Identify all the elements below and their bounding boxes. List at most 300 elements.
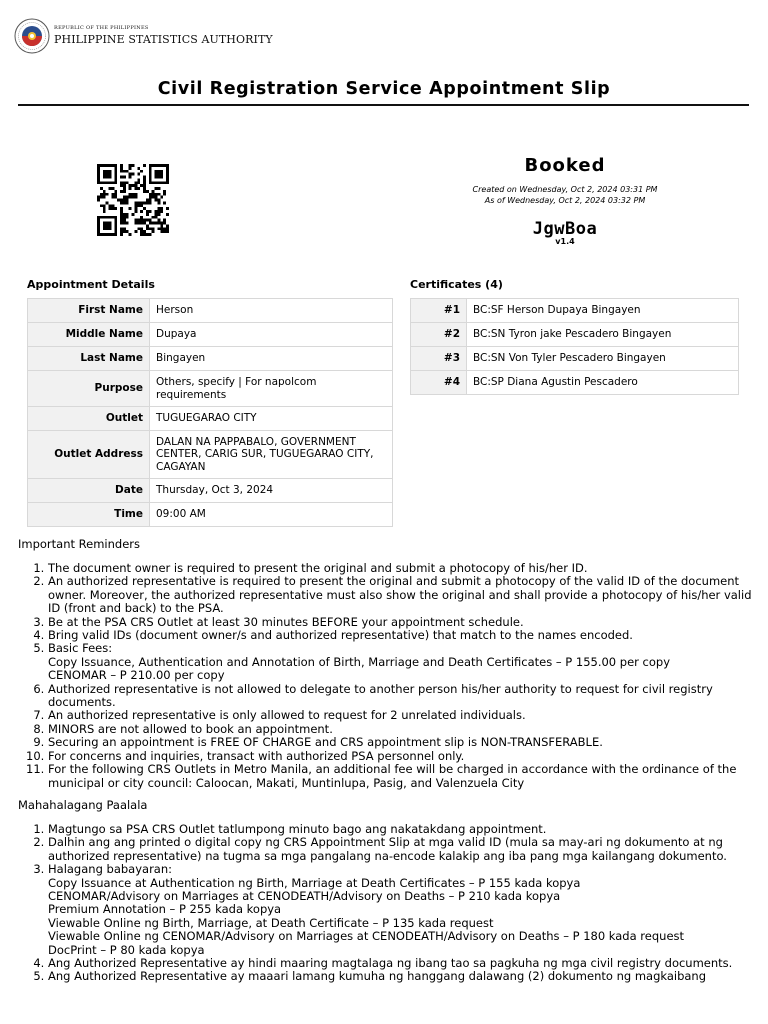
qr-module	[149, 227, 152, 230]
qr-module	[97, 178, 100, 181]
qr-module	[149, 196, 152, 199]
list-item	[48, 836, 753, 863]
qr-module	[163, 230, 166, 233]
qr-module	[123, 213, 126, 216]
qr-module	[109, 173, 112, 176]
qr-module	[157, 181, 160, 184]
qr-module	[109, 176, 112, 179]
qr-module	[129, 173, 132, 176]
qr-module	[155, 181, 158, 184]
list-item-text: 1. The document owner is required to present the original and submit a photocopy of his/her ID.	[48, 561, 588, 575]
qr-module	[120, 190, 123, 193]
qr-module	[114, 233, 117, 236]
table-row	[411, 371, 739, 395]
table-row	[28, 503, 393, 527]
qr-module	[137, 187, 140, 190]
qr-module	[97, 227, 100, 230]
field-label: Outlet Address	[28, 431, 150, 479]
qr-module	[123, 176, 126, 179]
qr-module	[129, 164, 132, 167]
list-item-text: Viewable Online ng Birth, Marriage, at Death Certificate – P 135 kada request	[48, 915, 494, 930]
qr-module	[106, 193, 109, 196]
certificates-heading: Certificates (4)	[410, 278, 503, 291]
qr-module	[114, 227, 117, 230]
qr-module	[97, 230, 100, 233]
qr-module	[103, 210, 106, 213]
qr-module	[152, 227, 155, 230]
qr-module	[120, 181, 123, 184]
qr-module	[103, 222, 106, 225]
qr-module	[109, 227, 112, 230]
list-item	[48, 750, 753, 763]
qr-module	[126, 181, 129, 184]
qr-module	[149, 176, 152, 179]
qr-module	[106, 216, 109, 219]
qr-module	[97, 164, 100, 167]
qr-module	[157, 207, 160, 210]
qr-module	[100, 204, 103, 207]
list-item-text: 4. Ang Authorized Representative ay hindi maaring magtalaga ng ibang tao sa pagkuha ng mga civil registry documents.	[48, 956, 733, 971]
list-item-text: 2. Dalhin ang ang printed o digital copy ng CRS Appointment Slip at mga valid ID (mula sa may-ari ng dokumento at ng authorized representative) na tugma sa mga pangalang na-encode kalakip ang iba pang mga kailangang dokumento.	[48, 835, 727, 863]
qr-module	[143, 184, 146, 187]
qr-module	[149, 167, 152, 170]
mahahalagang-paalala	[18, 798, 753, 984]
qr-module	[114, 176, 117, 179]
qr-module	[120, 222, 123, 225]
qr-module	[126, 196, 129, 199]
qr-module	[103, 224, 106, 227]
qr-module	[134, 196, 137, 199]
qr-module	[103, 176, 106, 179]
qr-module	[103, 196, 106, 199]
qr-module	[140, 233, 143, 236]
qr-module	[132, 196, 135, 199]
qr-module	[109, 216, 112, 219]
certificate-value: BC:SP Diana Agustin Pescadero	[467, 371, 739, 395]
qr-module	[157, 219, 160, 222]
qr-module	[106, 170, 109, 173]
list-item-text: 11. For the following CRS Outlets in Metro Manila, an additional fee will be charged in accordance with the ordinance of the municipal or city council: Caloocan, Makati, Muntinlupa, Pasig, and Valenzuela City	[48, 762, 737, 790]
table-row	[28, 323, 393, 347]
qr-module	[166, 207, 169, 210]
agency-header	[12, 16, 312, 62]
qr-module	[149, 222, 152, 225]
field-label: Date	[28, 479, 150, 503]
qr-module	[155, 164, 158, 167]
qr-module	[137, 181, 140, 184]
qr-module	[111, 187, 114, 190]
qr-module	[111, 216, 114, 219]
qr-module	[134, 210, 137, 213]
qr-module	[109, 222, 112, 225]
qr-module	[149, 173, 152, 176]
qr-module	[114, 181, 117, 184]
qr-module	[111, 207, 114, 210]
qr-module	[111, 196, 114, 199]
qr-module	[126, 199, 129, 202]
qr-module	[120, 170, 123, 173]
qr-module	[166, 224, 169, 227]
qr-module	[100, 181, 103, 184]
qr-module	[149, 170, 152, 173]
qr-module	[149, 219, 152, 222]
qr-module	[97, 199, 100, 202]
qr-module	[103, 227, 106, 230]
qr-module	[134, 219, 137, 222]
qr-module	[152, 164, 155, 167]
qr-module	[166, 170, 169, 173]
qr-module	[100, 164, 103, 167]
qr-module	[149, 199, 152, 202]
list-item-text: 8. MINORS are not allowed to book an appointment.	[48, 721, 333, 736]
qr-module	[140, 227, 143, 230]
qr-module	[126, 230, 129, 233]
qr-module	[100, 233, 103, 236]
field-value: TUGUEGARAO CITY	[150, 407, 393, 431]
qr-module	[157, 222, 160, 225]
list-item	[48, 823, 753, 836]
qr-module	[123, 201, 126, 204]
table-row	[28, 371, 393, 407]
certificate-number: #2	[411, 323, 467, 347]
qr-module	[152, 230, 155, 233]
qr-module	[134, 187, 137, 190]
qr-module	[157, 187, 160, 190]
qr-module	[132, 213, 135, 216]
field-label: Middle Name	[28, 323, 150, 347]
booking-code: JgwBoa	[532, 219, 598, 239]
paalala-list	[18, 823, 753, 984]
qr-module	[109, 204, 112, 207]
qr-module	[157, 227, 160, 230]
qr-module	[117, 199, 120, 202]
qr-module	[143, 178, 146, 181]
qr-module	[163, 190, 166, 193]
qr-module	[97, 167, 100, 170]
qr-module	[120, 176, 123, 179]
qr-module	[143, 187, 146, 190]
qr-module	[157, 199, 160, 202]
qr-module	[143, 230, 146, 233]
qr-module	[155, 216, 158, 219]
qr-module	[109, 187, 112, 190]
qr-module	[123, 230, 126, 233]
qr-module	[109, 207, 112, 210]
list-item	[48, 709, 753, 722]
qr-module	[120, 210, 123, 213]
qr-module	[106, 233, 109, 236]
qr-module	[155, 173, 158, 176]
field-value: 09:00 AM	[150, 503, 393, 527]
qr-module	[109, 164, 112, 167]
qr-module	[100, 187, 103, 190]
field-label: Outlet	[28, 407, 150, 431]
qr-module	[120, 164, 123, 167]
qr-module	[157, 173, 160, 176]
field-value: Herson	[150, 299, 393, 323]
qr-module	[140, 184, 143, 187]
qr-module	[129, 196, 132, 199]
qr-module	[103, 204, 106, 207]
qr-module	[137, 173, 140, 176]
qr-module	[97, 176, 100, 179]
version-label: v1.4	[555, 237, 575, 246]
qr-module	[129, 207, 132, 210]
qr-module	[109, 224, 112, 227]
qr-module	[166, 167, 169, 170]
as-of-timestamp: As of Wednesday, Oct 2, 2024 03:32 PM	[484, 196, 646, 205]
qr-module	[140, 170, 143, 173]
qr-module	[143, 190, 146, 193]
qr-module	[140, 216, 143, 219]
qr-module	[103, 216, 106, 219]
qr-module	[120, 233, 123, 236]
qr-module	[146, 213, 149, 216]
qr-module	[143, 219, 146, 222]
list-item-text: 10. For concerns and inquiries, transact with authorized PSA personnel only.	[48, 748, 465, 763]
list-item	[48, 736, 753, 749]
qr-module	[146, 219, 149, 222]
qr-module	[155, 170, 158, 173]
list-item-text: Premium Annotation – P 255 kada kopya	[48, 902, 282, 917]
qr-module	[132, 164, 135, 167]
qr-module	[152, 193, 155, 196]
qr-module	[160, 173, 163, 176]
qr-module	[149, 164, 152, 167]
list-item-text: Copy Issuance, Authentication and Annotation of Birth, Marriage and Death Certificates – P 155.00 per copy	[48, 654, 670, 669]
list-item-text: 3. Halagang babayaran:	[48, 862, 173, 877]
qr-module	[140, 230, 143, 233]
qr-module	[146, 199, 149, 202]
qr-module	[114, 178, 117, 181]
qr-module	[126, 222, 129, 225]
qr-module	[160, 176, 163, 179]
qr-module	[109, 181, 112, 184]
field-label: First Name	[28, 299, 150, 323]
qr-module	[123, 181, 126, 184]
created-timestamp: Created on Wednesday, Oct 2, 2024 03:31 PM	[472, 185, 658, 194]
qr-module	[97, 222, 100, 225]
qr-module	[103, 181, 106, 184]
qr-code	[95, 164, 171, 236]
qr-module	[97, 196, 100, 199]
qr-module	[155, 213, 158, 216]
qr-module	[123, 219, 126, 222]
qr-module	[155, 193, 158, 196]
qr-module	[106, 227, 109, 230]
qr-module	[155, 210, 158, 213]
qr-module	[160, 164, 163, 167]
qr-module	[166, 227, 169, 230]
qr-module	[152, 190, 155, 193]
qr-module	[166, 176, 169, 179]
qr-module	[160, 196, 163, 199]
qr-module	[160, 224, 163, 227]
qr-module	[160, 210, 163, 213]
qr-module	[137, 201, 140, 204]
qr-module	[149, 233, 152, 236]
important-reminders	[18, 537, 753, 790]
qr-module	[114, 167, 117, 170]
qr-module	[129, 187, 132, 190]
qr-module	[160, 181, 163, 184]
qr-module	[160, 207, 163, 210]
qr-module	[137, 227, 140, 230]
qr-module	[140, 201, 143, 204]
qr-module	[97, 173, 100, 176]
qr-module	[120, 184, 123, 187]
table-row	[411, 347, 739, 371]
booking-status-block	[400, 155, 730, 246]
field-value: Dupaya	[150, 323, 393, 347]
list-item-text: 6. Authorized representative is not allowed to delegate to another person his/her authority to request for civil registry documents.	[48, 681, 713, 710]
qr-module	[157, 164, 160, 167]
qr-module	[134, 204, 137, 207]
qr-module	[126, 170, 129, 173]
table-row	[28, 407, 393, 431]
certificate-number: #4	[411, 371, 467, 395]
qr-module	[166, 213, 169, 216]
list-item	[48, 970, 753, 983]
qr-module	[103, 193, 106, 196]
qr-module	[163, 219, 166, 222]
qr-module	[132, 193, 135, 196]
qr-module	[123, 190, 126, 193]
list-item-text: Viewable Online ng CENOMAR/Advisory on Marriages at CENODEATH/Advisory on Deaths – P 180 kada request	[48, 929, 685, 944]
qr-module	[111, 164, 114, 167]
qr-module	[129, 176, 132, 179]
qr-module	[123, 227, 126, 230]
list-item-text: Copy Issuance at Authentication ng Birth, Marriage at Death Certificates – P 155 kada kopya	[48, 875, 581, 890]
field-value: Thursday, Oct 3, 2024	[150, 479, 393, 503]
qr-module	[157, 193, 160, 196]
paalala-heading: Mahahalagang Paalala	[18, 798, 148, 812]
qr-module	[163, 201, 166, 204]
list-item-text: 5. Basic Fees:	[48, 641, 113, 656]
qr-module	[134, 201, 137, 204]
qr-module	[149, 178, 152, 181]
qr-module	[140, 204, 143, 207]
qr-module	[120, 216, 123, 219]
qr-module	[120, 199, 123, 202]
field-value: Others, specify | For napolcom requirements	[150, 371, 393, 407]
qr-module	[163, 181, 166, 184]
qr-module	[163, 164, 166, 167]
table-row	[411, 323, 739, 347]
qr-module	[134, 222, 137, 225]
qr-module	[157, 210, 160, 213]
list-item	[48, 723, 753, 736]
agency-top-line: REPUBLIC OF THE PHILIPPINES	[54, 25, 149, 31]
qr-module	[120, 213, 123, 216]
qr-module	[109, 233, 112, 236]
qr-module	[166, 230, 169, 233]
appointment-table	[27, 298, 393, 527]
qr-module	[97, 181, 100, 184]
qr-module	[140, 219, 143, 222]
qr-module	[103, 164, 106, 167]
qr-module	[129, 167, 132, 170]
qr-module	[111, 233, 114, 236]
reminders-heading: Important Reminders	[18, 537, 140, 551]
qr-module	[152, 196, 155, 199]
qr-module	[120, 219, 123, 222]
qr-module	[134, 207, 137, 210]
list-item	[48, 629, 753, 642]
qr-module	[111, 193, 114, 196]
agency-name: PHILIPPINE STATISTICS AUTHORITY	[54, 33, 273, 46]
qr-module	[97, 219, 100, 222]
qr-module	[134, 230, 137, 233]
certificate-value: BC:SN Tyron jake Pescadero Bingayen	[467, 323, 739, 347]
qr-module	[123, 170, 126, 173]
qr-module	[157, 213, 160, 216]
qr-module	[157, 170, 160, 173]
qr-module	[134, 184, 137, 187]
qr-module	[123, 187, 126, 190]
qr-module	[123, 222, 126, 225]
qr-module	[126, 216, 129, 219]
qr-module	[114, 219, 117, 222]
qr-module	[146, 233, 149, 236]
qr-module	[129, 233, 132, 236]
qr-module	[126, 201, 129, 204]
qr-module	[137, 178, 140, 181]
qr-module	[146, 210, 149, 213]
field-label: Purpose	[28, 371, 150, 407]
qr-module	[120, 207, 123, 210]
field-value: Bingayen	[150, 347, 393, 371]
qr-module	[97, 224, 100, 227]
qr-module	[106, 181, 109, 184]
field-value: DALAN NA PAPPABALO, GOVERNMENT CENTER, CARIG SUR, TUGUEGARAO CITY, CAGAYAN	[150, 431, 393, 479]
qr-module	[155, 199, 158, 202]
list-item-text: 5. Ang Authorized Representative ay maaari lamang kumuha ng hanggang dalawang (2) dokumento ng magkaibang	[48, 969, 706, 984]
qr-module	[146, 201, 149, 204]
qr-module	[114, 164, 117, 167]
qr-module	[111, 204, 114, 207]
qr-module	[137, 167, 140, 170]
qr-module	[149, 193, 152, 196]
qr-module	[152, 181, 155, 184]
qr-module	[157, 176, 160, 179]
table-row	[28, 347, 393, 371]
qr-module	[114, 222, 117, 225]
list-item-text: 3. Be at the PSA CRS Outlet at least 30 minutes BEFORE your appointment schedule.	[48, 614, 524, 629]
qr-module	[106, 222, 109, 225]
qr-module	[160, 170, 163, 173]
qr-module	[103, 233, 106, 236]
qr-module	[100, 193, 103, 196]
table-row	[28, 479, 393, 503]
qr-module	[163, 193, 166, 196]
reminders-list	[18, 562, 753, 790]
qr-module	[160, 227, 163, 230]
page-title: Civil Registration Service Appointment Slip	[157, 79, 611, 99]
qr-module	[132, 173, 135, 176]
list-item	[48, 575, 753, 615]
qr-module	[132, 184, 135, 187]
list-item	[48, 683, 753, 710]
qr-module	[114, 196, 117, 199]
qr-module	[111, 181, 114, 184]
table-row	[28, 431, 393, 479]
qr-module	[163, 222, 166, 225]
qr-module	[97, 233, 100, 236]
table-row	[411, 299, 739, 323]
qr-module	[103, 207, 106, 210]
list-item-text: 4. Bring valid IDs (document owner/s and authorized representative) that match to the names encoded.	[48, 628, 633, 643]
